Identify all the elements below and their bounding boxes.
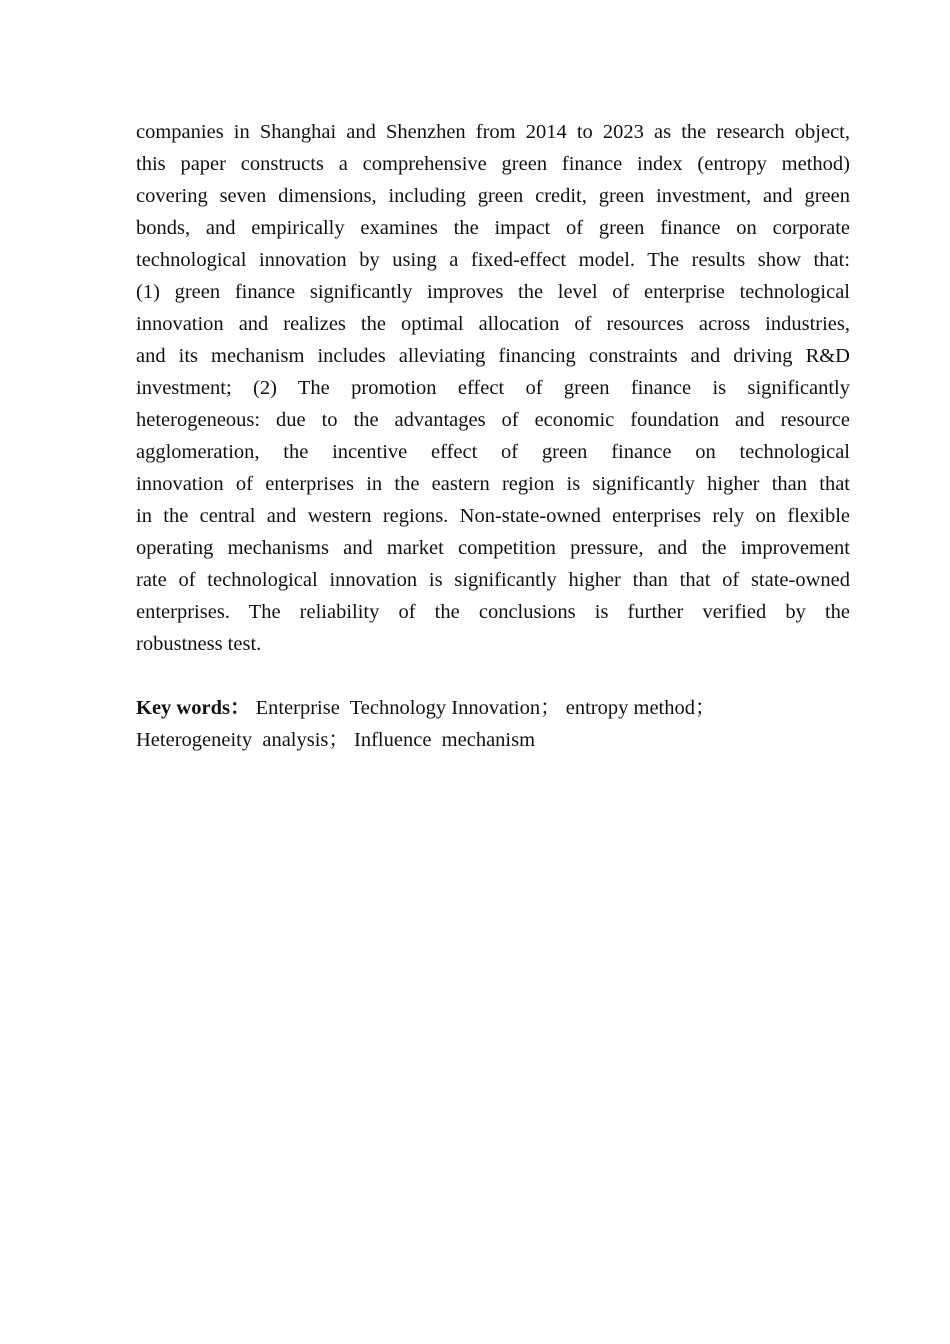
abstract-line: innovation of enterprises in the eastern region is significantly higher than that xyxy=(136,473,850,495)
abstract-line: companies in Shanghai and Shenzhen from 2014 to 2023 as the research object, xyxy=(136,121,850,143)
abstract-line: (1) green finance significantly improves the level of enterprise technological xyxy=(136,281,850,303)
abstract-line: agglomeration, the incentive effect of green finance on technological xyxy=(136,441,850,463)
abstract-line: in the central and western regions. Non-state-owned enterprises rely on flexible xyxy=(136,505,850,527)
abstract-line: bonds, and empirically examines the impact of green finance on corporate xyxy=(136,217,850,239)
document-page xyxy=(136,116,850,756)
abstract-line: enterprises. The reliability of the conclusions is further verified by the xyxy=(136,601,850,623)
abstract-line: covering seven dimensions, including green credit, green investment, and green xyxy=(136,185,850,207)
keywords-line-1 xyxy=(136,692,850,724)
abstract-line: this paper constructs a comprehensive green finance index (entropy method) xyxy=(136,153,850,175)
abstract-line: operating mechanisms and market competition pressure, and the improvement xyxy=(136,537,850,559)
abstract-line: innovation and realizes the optimal allocation of resources across industries, xyxy=(136,313,850,335)
keywords-section xyxy=(136,692,850,756)
keywords-text: Enterprise Technology Innovation； entropy method； xyxy=(250,697,716,719)
abstract-line: investment; (2) The promotion effect of green finance is significantly xyxy=(136,377,850,399)
abstract-line: and its mechanism includes alleviating financing constraints and driving R&D xyxy=(136,345,850,367)
abstract-line: robustness test. xyxy=(136,633,262,655)
abstract-line: technological innovation by using a fixed-effect model. The results show that: xyxy=(136,249,850,271)
keywords-line-2: Heterogeneity analysis； Influence mechanism xyxy=(136,729,536,751)
keywords-label: Key words： xyxy=(136,697,251,719)
abstract-line: rate of technological innovation is significantly higher than that of state-owned xyxy=(136,569,850,591)
abstract-line: heterogeneous: due to the advantages of economic foundation and resource xyxy=(136,409,850,431)
abstract-body xyxy=(136,116,850,660)
